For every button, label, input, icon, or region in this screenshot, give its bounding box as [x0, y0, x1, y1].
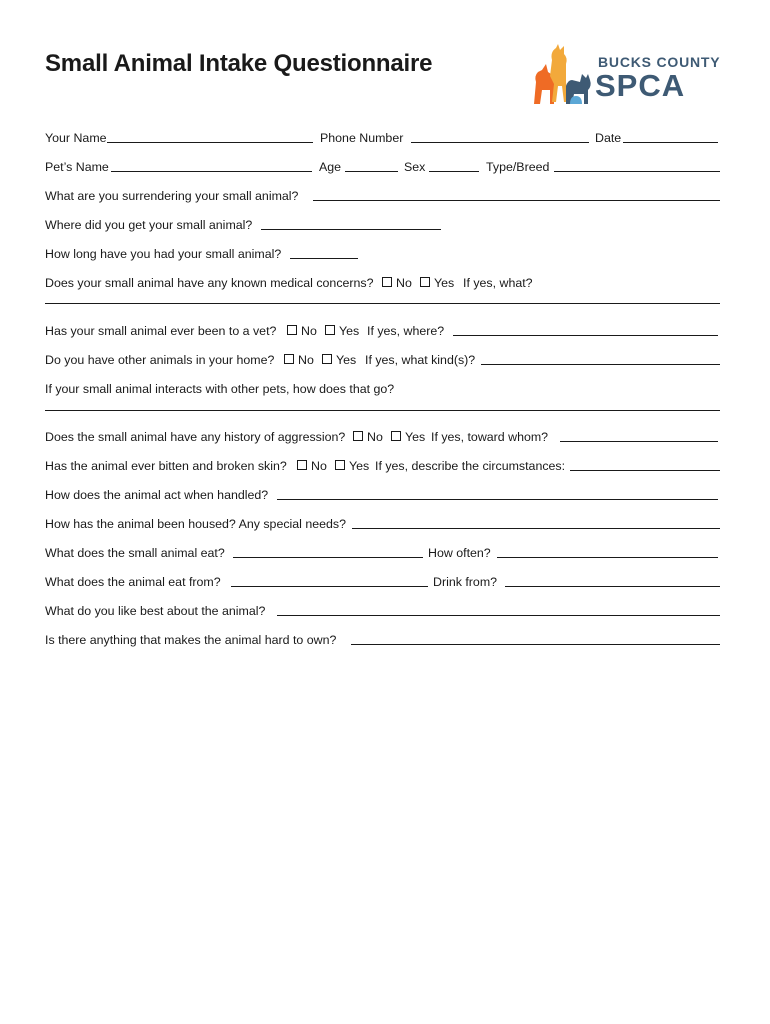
form-row-contact — [45, 129, 725, 147]
where-get-label: Where did you get your small animal? — [45, 218, 253, 232]
date-field[interactable] — [623, 142, 718, 143]
sex-label: Sex — [404, 160, 426, 174]
vet-followup-label: If yes, where? — [367, 324, 445, 338]
medical-yes-label: Yes — [434, 276, 455, 290]
bitten-followup-label: If yes, describe the circumstances: — [375, 459, 566, 473]
form-row-bitten — [45, 457, 725, 475]
how-often-field[interactable] — [497, 557, 718, 558]
form-row-interacts — [45, 380, 725, 398]
pets-name-label: Pet’s Name — [45, 160, 109, 174]
aggression-yes-label: Yes — [405, 430, 426, 444]
your-name-field[interactable] — [107, 142, 313, 143]
form-row-how-long — [45, 245, 725, 263]
logo-text-bucks-county: BUCKS COUNTY — [598, 54, 721, 70]
your-name-label: Your Name — [45, 131, 107, 145]
logo-text-spca: SPCA — [595, 68, 686, 103]
medical-details-field[interactable] — [45, 303, 720, 304]
other-animals-yes-checkbox[interactable] — [322, 354, 332, 364]
form-row-like-best — [45, 602, 725, 620]
form-row-surrender — [45, 187, 725, 205]
drink-from-label: Drink from? — [433, 575, 498, 589]
aggression-toward-field[interactable] — [560, 441, 718, 442]
drink-from-field[interactable] — [505, 586, 720, 587]
how-long-label: How long have you had your small animal? — [45, 247, 282, 261]
form-row-aggression — [45, 428, 725, 446]
other-animals-no-checkbox[interactable] — [284, 354, 294, 364]
bitten-label: Has the animal ever bitten and broken skin? — [45, 459, 287, 473]
age-field[interactable] — [345, 171, 398, 172]
medical-no-checkbox[interactable] — [382, 277, 392, 287]
form-row-housed — [45, 515, 725, 533]
medical-label: Does your small animal have any known medical concerns? — [45, 276, 374, 290]
form-row-hard-to-own — [45, 631, 725, 649]
other-animals-label: Do you have other animals in your home? — [45, 353, 275, 367]
form-row-handled — [45, 486, 725, 504]
medical-no-label: No — [396, 276, 412, 290]
aggression-label: Does the small animal have any history of aggression? — [45, 430, 346, 444]
bitten-no-checkbox[interactable] — [297, 460, 307, 470]
how-long-field[interactable] — [290, 258, 358, 259]
phone-number-field[interactable] — [411, 142, 589, 143]
medical-yes-checkbox[interactable] — [420, 277, 430, 287]
form-row-medical-answer — [45, 290, 725, 308]
form-row-pet — [45, 158, 725, 176]
form-row-eat-from — [45, 573, 725, 591]
like-best-label: What do you like best about the animal? — [45, 604, 266, 618]
housed-field[interactable] — [352, 528, 720, 529]
vet-yes-label: Yes — [339, 324, 360, 338]
other-animals-yes-label: Yes — [336, 353, 357, 367]
interacts-field[interactable] — [45, 410, 720, 411]
page-title: Small Animal Intake Questionnaire — [45, 50, 433, 77]
surrender-reason-label: What are you surrendering your small animal? — [45, 189, 299, 203]
handled-field[interactable] — [277, 499, 718, 500]
bucks-county-spca-logo — [528, 42, 720, 110]
eat-from-field[interactable] — [231, 586, 428, 587]
other-animals-no-label: No — [298, 353, 314, 367]
other-animals-followup-label: If yes, what kind(s)? — [365, 353, 476, 367]
form-row-other-animals — [45, 351, 725, 369]
interacts-label: If your small animal interacts with other pets, how does that go? — [45, 382, 395, 396]
vet-yes-checkbox[interactable] — [325, 325, 335, 335]
vet-no-label: No — [301, 324, 317, 338]
vet-where-field[interactable] — [453, 335, 718, 336]
aggression-no-label: No — [367, 430, 383, 444]
medical-followup-label: If yes, what? — [463, 276, 533, 290]
type-breed-field[interactable] — [554, 171, 720, 172]
type-breed-label: Type/Breed — [486, 160, 550, 174]
eat-label: What does the small animal eat? — [45, 546, 225, 560]
vet-label: Has your small animal ever been to a vet? — [45, 324, 277, 338]
aggression-followup-label: If yes, toward whom? — [431, 430, 549, 444]
phone-number-label: Phone Number — [320, 131, 404, 145]
eat-from-label: What does the animal eat from? — [45, 575, 221, 589]
animals-logo-icon — [528, 42, 596, 110]
form-row-vet — [45, 322, 725, 340]
date-label: Date — [595, 131, 622, 145]
form-row-interacts-answer — [45, 397, 725, 415]
housed-label: How has the animal been housed? Any special needs? — [45, 517, 347, 531]
pets-name-field[interactable] — [111, 171, 312, 172]
bitten-yes-label: Yes — [349, 459, 370, 473]
where-get-field[interactable] — [261, 229, 441, 230]
handled-label: How does the animal act when handled? — [45, 488, 269, 502]
hard-to-own-field[interactable] — [351, 644, 720, 645]
bitten-no-label: No — [311, 459, 327, 473]
vet-no-checkbox[interactable] — [287, 325, 297, 335]
aggression-yes-checkbox[interactable] — [391, 431, 401, 441]
how-often-label: How often? — [428, 546, 491, 560]
hard-to-own-label: Is there anything that makes the animal hard to own? — [45, 633, 337, 647]
eat-field[interactable] — [233, 557, 423, 558]
age-label: Age — [319, 160, 342, 174]
like-best-field[interactable] — [277, 615, 720, 616]
form-row-where — [45, 216, 725, 234]
aggression-no-checkbox[interactable] — [353, 431, 363, 441]
other-animals-kinds-field[interactable] — [481, 364, 720, 365]
bitten-yes-checkbox[interactable] — [335, 460, 345, 470]
surrender-reason-field[interactable] — [313, 200, 720, 201]
bitten-circumstances-field[interactable] — [570, 470, 720, 471]
form-row-eat — [45, 544, 725, 562]
sex-field[interactable] — [429, 171, 479, 172]
